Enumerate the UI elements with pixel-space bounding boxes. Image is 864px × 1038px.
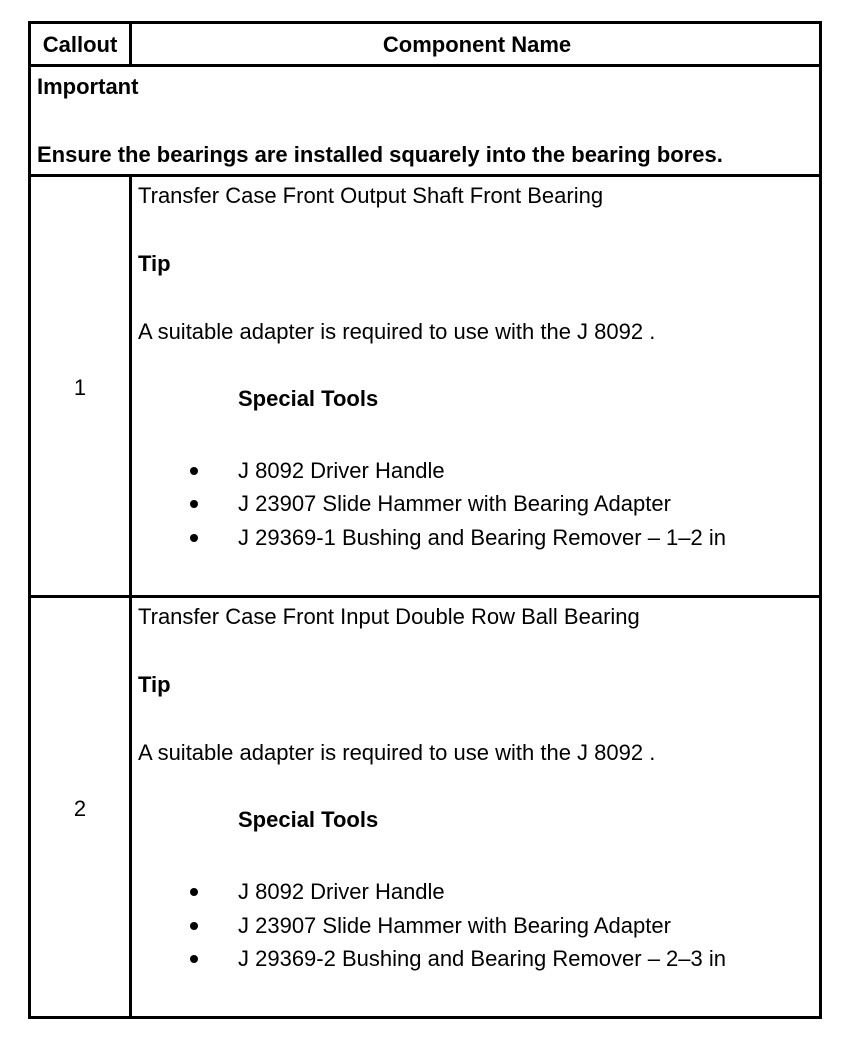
component-name-2: Transfer Case Front Input Double Row Ball Bearing bbox=[138, 604, 640, 629]
bullet-icon bbox=[190, 955, 198, 963]
bullet-icon bbox=[190, 888, 198, 896]
header-component-name: Component Name bbox=[382, 32, 572, 57]
important-text: Ensure the bearings are installed squarely into the bearing bores. bbox=[37, 142, 723, 167]
tip-label-2: Tip bbox=[138, 672, 171, 697]
callout-1: 1 bbox=[73, 375, 87, 400]
tool-item: J 29369-1 Bushing and Bearing Remover – 1–2 in bbox=[238, 525, 726, 550]
component-name-1: Transfer Case Front Output Shaft Front Bearing bbox=[138, 183, 604, 208]
callout-2: 2 bbox=[73, 796, 87, 821]
special-tools-label-2: Special Tools bbox=[238, 807, 379, 832]
tip-text-1: A suitable adapter is required to use with the J 8092 . bbox=[138, 319, 656, 344]
bullet-icon bbox=[190, 467, 198, 475]
bullet-icon bbox=[190, 922, 198, 930]
bullet-icon bbox=[190, 500, 198, 508]
component-table bbox=[28, 21, 822, 1019]
tool-item: J 29369-2 Bushing and Bearing Remover – 2–3 in bbox=[238, 946, 726, 971]
bullet-icon bbox=[190, 534, 198, 542]
tip-label-1: Tip bbox=[138, 251, 171, 276]
tip-text-2: A suitable adapter is required to use with the J 8092 . bbox=[138, 740, 656, 765]
tool-item: J 23907 Slide Hammer with Bearing Adapter bbox=[238, 491, 671, 516]
header-divider bbox=[31, 64, 819, 67]
tool-item: J 8092 Driver Handle bbox=[238, 458, 445, 483]
row-divider bbox=[31, 595, 819, 598]
tool-item: J 8092 Driver Handle bbox=[238, 879, 445, 904]
important-label: Important bbox=[37, 74, 139, 99]
tool-item: J 23907 Slide Hammer with Bearing Adapter bbox=[238, 913, 671, 938]
important-divider bbox=[31, 174, 819, 177]
header-callout: Callout bbox=[42, 32, 118, 57]
header-column-divider bbox=[129, 24, 132, 66]
special-tools-label-1: Special Tools bbox=[238, 386, 379, 411]
